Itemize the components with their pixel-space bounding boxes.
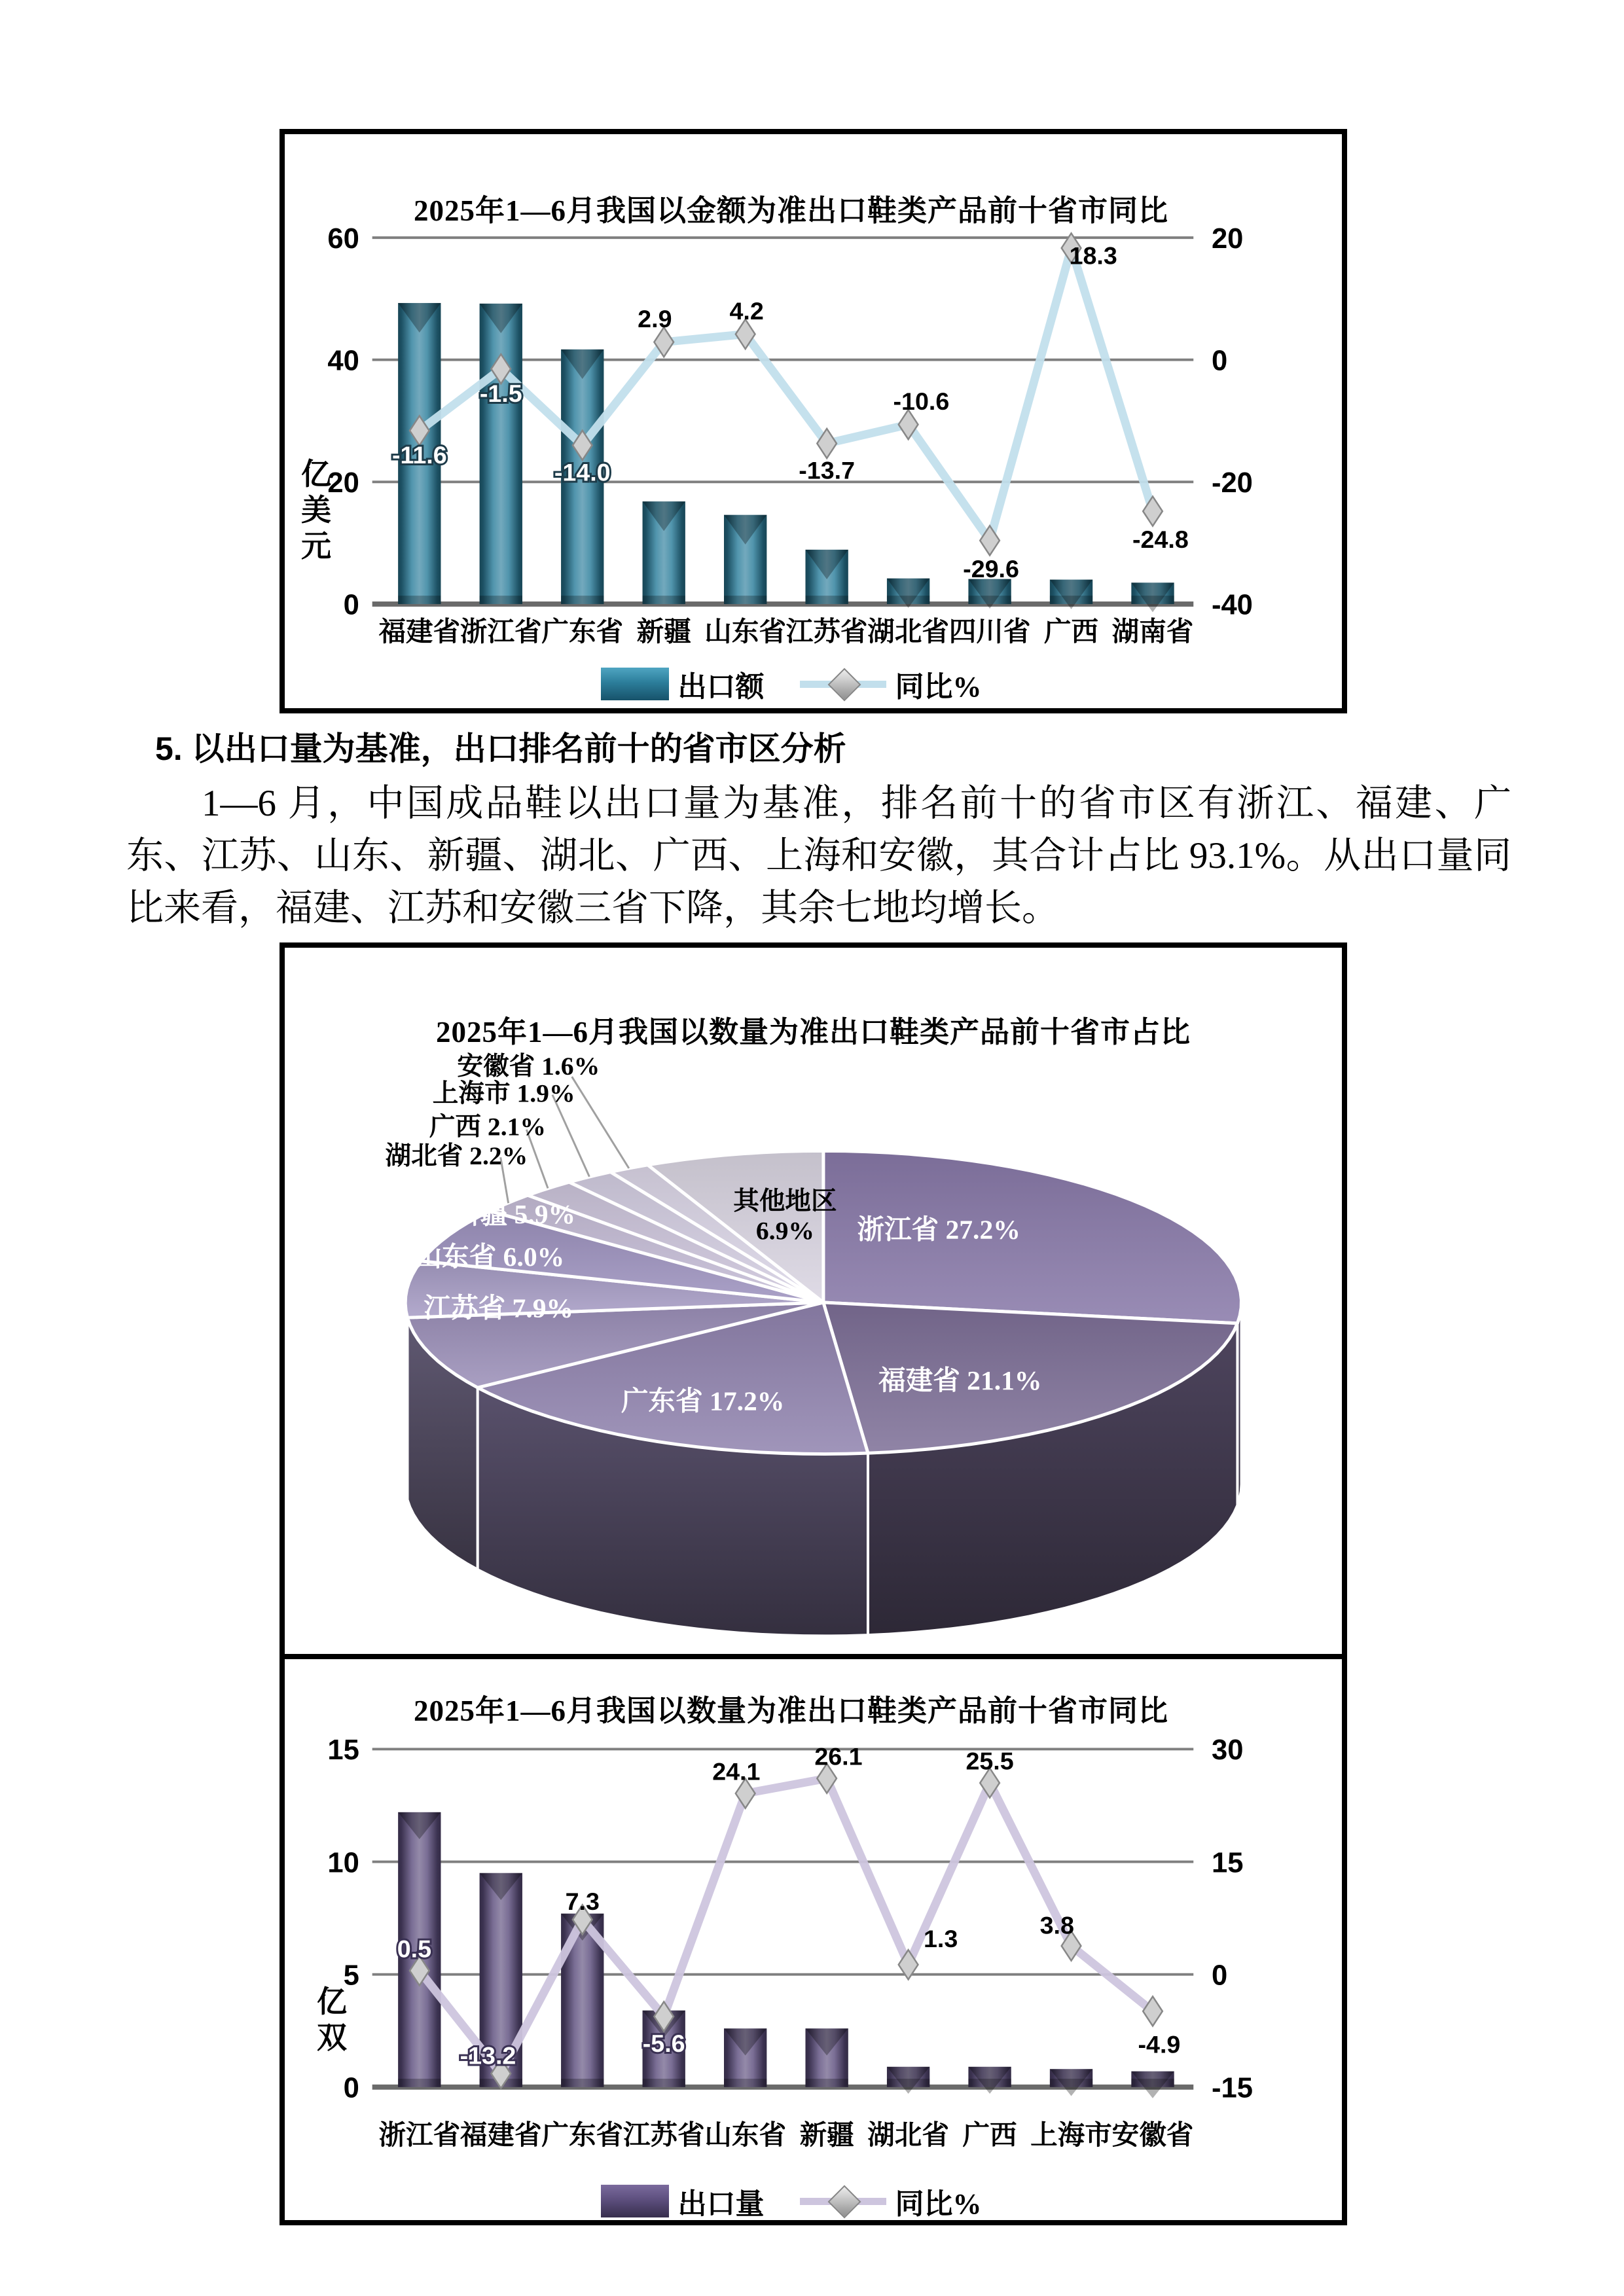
data-point-label: -13.7	[799, 456, 856, 484]
left-axis-tick: 0	[343, 2072, 359, 2104]
left-axis-tick: 10	[327, 1847, 359, 1879]
bar-base-shadow	[1131, 596, 1174, 604]
bar-base-shadow	[398, 2079, 441, 2087]
right-axis-tick: 20	[1211, 223, 1244, 255]
category-label: 福建省	[378, 617, 461, 647]
body-paragraph: 1—6 月，中国成品鞋以出口量为基准，排名前十的省市区有浙江、福建、广东、江苏、山东、新疆、湖北、广西、上海和安徽，其合计占比 93.1%。从出口量同比来看，福建、江苏和安徽三省下降，其余七地均增长。	[126, 783, 1511, 929]
category-label: 浙江省	[378, 2120, 461, 2151]
chart-legend	[380, 663, 1202, 705]
pie-slice-side	[405, 1302, 407, 1499]
bar-base-shadow	[643, 2079, 685, 2087]
right-axis-tick: 30	[1211, 1734, 1244, 1767]
category-label: 湖北省	[867, 2120, 949, 2151]
bar-series-label: 出口量	[677, 2188, 765, 2220]
pie-slice-label: 新疆 5.9%	[452, 1198, 576, 1229]
line-series-label: 同比%	[895, 2188, 982, 2220]
data-point-label: 4.2	[729, 297, 764, 325]
data-point-label: -13.2	[460, 2041, 516, 2070]
data-point-label: -11.6	[391, 441, 447, 469]
pie-slice-label: 江苏省 7.9%	[424, 1293, 574, 1323]
pie-slice-label: 福建省 21.1%	[878, 1365, 1042, 1395]
category-label: 广东省	[541, 2120, 624, 2151]
bar	[480, 304, 522, 604]
pie-slice-label: 广东省 17.2%	[621, 1386, 785, 1416]
bar-base-shadow	[724, 596, 767, 604]
data-point-label: -10.6	[893, 387, 950, 415]
category-label: 广东省	[541, 617, 624, 647]
pie-callout-label: 湖北省 2.2%	[385, 1141, 528, 1171]
y-axis-unit-char: 元	[301, 529, 331, 563]
category-label: 江苏省	[785, 617, 868, 647]
diamond-marker-icon	[827, 2185, 861, 2219]
right-axis-tick: 0	[1211, 345, 1228, 377]
pie-slice-label: 6.9%	[755, 1216, 814, 1246]
left-axis-tick: 60	[327, 223, 359, 255]
left-axis-tick: 20	[327, 467, 359, 499]
right-axis-tick: -40	[1211, 589, 1253, 621]
bar-base-shadow	[643, 596, 685, 604]
data-point-label: 1.3	[923, 1925, 958, 1953]
bar-base-shadow	[805, 596, 848, 604]
data-point-label: 0.5	[397, 1935, 432, 1963]
y-axis-unit-label	[299, 456, 333, 564]
category-label: 安徽省	[1111, 2120, 1194, 2151]
category-label: 湖北省	[867, 617, 949, 647]
bar-base-shadow	[561, 596, 604, 604]
data-point-label: -4.9	[1138, 2030, 1181, 2058]
right-axis-tick: -15	[1211, 2072, 1253, 2104]
category-label: 福建省	[460, 2120, 542, 2151]
bar-base-shadow	[968, 596, 1011, 604]
bar-base-shadow	[968, 2079, 1011, 2087]
chart-legend	[380, 2180, 1202, 2222]
bar-base-shadow	[1050, 596, 1092, 604]
category-label: 上海市	[1030, 2120, 1112, 2151]
category-label: 四川省	[948, 617, 1031, 647]
line-series	[420, 248, 1153, 541]
left-axis-tick: 0	[343, 589, 359, 621]
data-point-label: -29.6	[963, 554, 1019, 583]
category-label: 湖南省	[1111, 617, 1194, 647]
data-point-label: 26.1	[814, 1742, 863, 1770]
y-axis-unit-char: 美	[301, 493, 331, 527]
data-point-label: 24.1	[712, 1757, 761, 1785]
data-point-label: 3.8	[1039, 1911, 1074, 1939]
data-point-label: 25.5	[965, 1747, 1014, 1775]
category-label: 广西	[1043, 617, 1099, 647]
chart-title: 2025年1—6月我国以金额为准出口鞋类产品前十省市同比	[413, 194, 1168, 227]
quantity-share-pie-panel	[280, 942, 1347, 1659]
left-axis-tick: 5	[343, 1960, 359, 1992]
bar-base-shadow	[724, 2079, 767, 2087]
data-point-label: -1.5	[479, 379, 522, 407]
data-point-label: 2.9	[638, 305, 672, 333]
data-point-label: -24.8	[1132, 526, 1189, 554]
bar-base-shadow	[480, 596, 522, 604]
y-axis-unit-label	[315, 1984, 349, 2056]
pie-callout-label: 安徽省 1.6%	[457, 1052, 600, 1081]
right-axis-tick: 15	[1211, 1847, 1244, 1879]
y-axis-unit-char: 双	[317, 2021, 347, 2054]
data-point-label: -14.0	[554, 458, 611, 486]
bar-base-shadow	[887, 596, 929, 604]
data-point-label: 18.3	[1069, 242, 1117, 270]
line-series-sample	[800, 2184, 886, 2218]
bar-series-swatch	[601, 2185, 669, 2217]
bar-base-shadow	[1050, 2079, 1092, 2087]
left-axis-tick: 15	[327, 1734, 359, 1767]
pie-slice-label: 其他地区	[733, 1187, 837, 1216]
y-axis-unit-char: 亿	[301, 457, 331, 491]
category-label: 新疆	[799, 2120, 854, 2151]
right-axis-tick: -20	[1211, 467, 1253, 499]
pie-slice-label: 浙江省 27.2%	[857, 1214, 1020, 1245]
bar-series-swatch	[601, 668, 669, 700]
chart-title: 2025年1—6月我国以数量为准出口鞋类产品前十省市同比	[413, 1695, 1168, 1727]
category-label: 浙江省	[460, 617, 542, 647]
category-label: 山东省	[704, 2120, 787, 2151]
line-series-sample	[800, 667, 886, 701]
bar-base-shadow	[1131, 2079, 1174, 2087]
category-label: 广西	[962, 2120, 1017, 2151]
bar-base-shadow	[561, 2079, 604, 2087]
category-label: 新疆	[636, 617, 691, 647]
quantity-share-pie-chart	[285, 948, 1342, 1654]
right-axis-tick: 0	[1211, 1960, 1228, 1992]
data-point-label: 7.3	[565, 1888, 600, 1916]
y-axis-unit-char: 亿	[317, 1985, 347, 2018]
pie-callout-label: 广西 2.1%	[429, 1112, 547, 1141]
line-series-label: 同比%	[895, 671, 982, 703]
category-label: 山东省	[704, 617, 787, 647]
bar-base-shadow	[887, 2079, 929, 2087]
section-heading: 5. 以出口量为基准，出口排名前十的省市区分析	[155, 730, 846, 767]
export-quantity-chart-panel	[280, 1654, 1347, 2225]
left-axis-tick: 40	[327, 345, 359, 377]
bar-series-label: 出口额	[677, 671, 765, 703]
export-value-chart-panel	[280, 129, 1347, 713]
pie-callout-label: 上海市 1.9%	[432, 1079, 575, 1108]
bar-base-shadow	[805, 2079, 848, 2087]
bar-base-shadow	[398, 596, 441, 604]
diamond-marker-icon	[827, 668, 861, 702]
category-label: 江苏省	[623, 2120, 705, 2151]
chart-title: 2025年1—6月我国以数量为准出口鞋类产品前十省市占比	[435, 1016, 1191, 1049]
data-point-label: -5.6	[642, 2030, 685, 2057]
quantity-combo-chart	[285, 1659, 1342, 2220]
pie-slice-label: 山东省 6.0%	[414, 1241, 565, 1272]
